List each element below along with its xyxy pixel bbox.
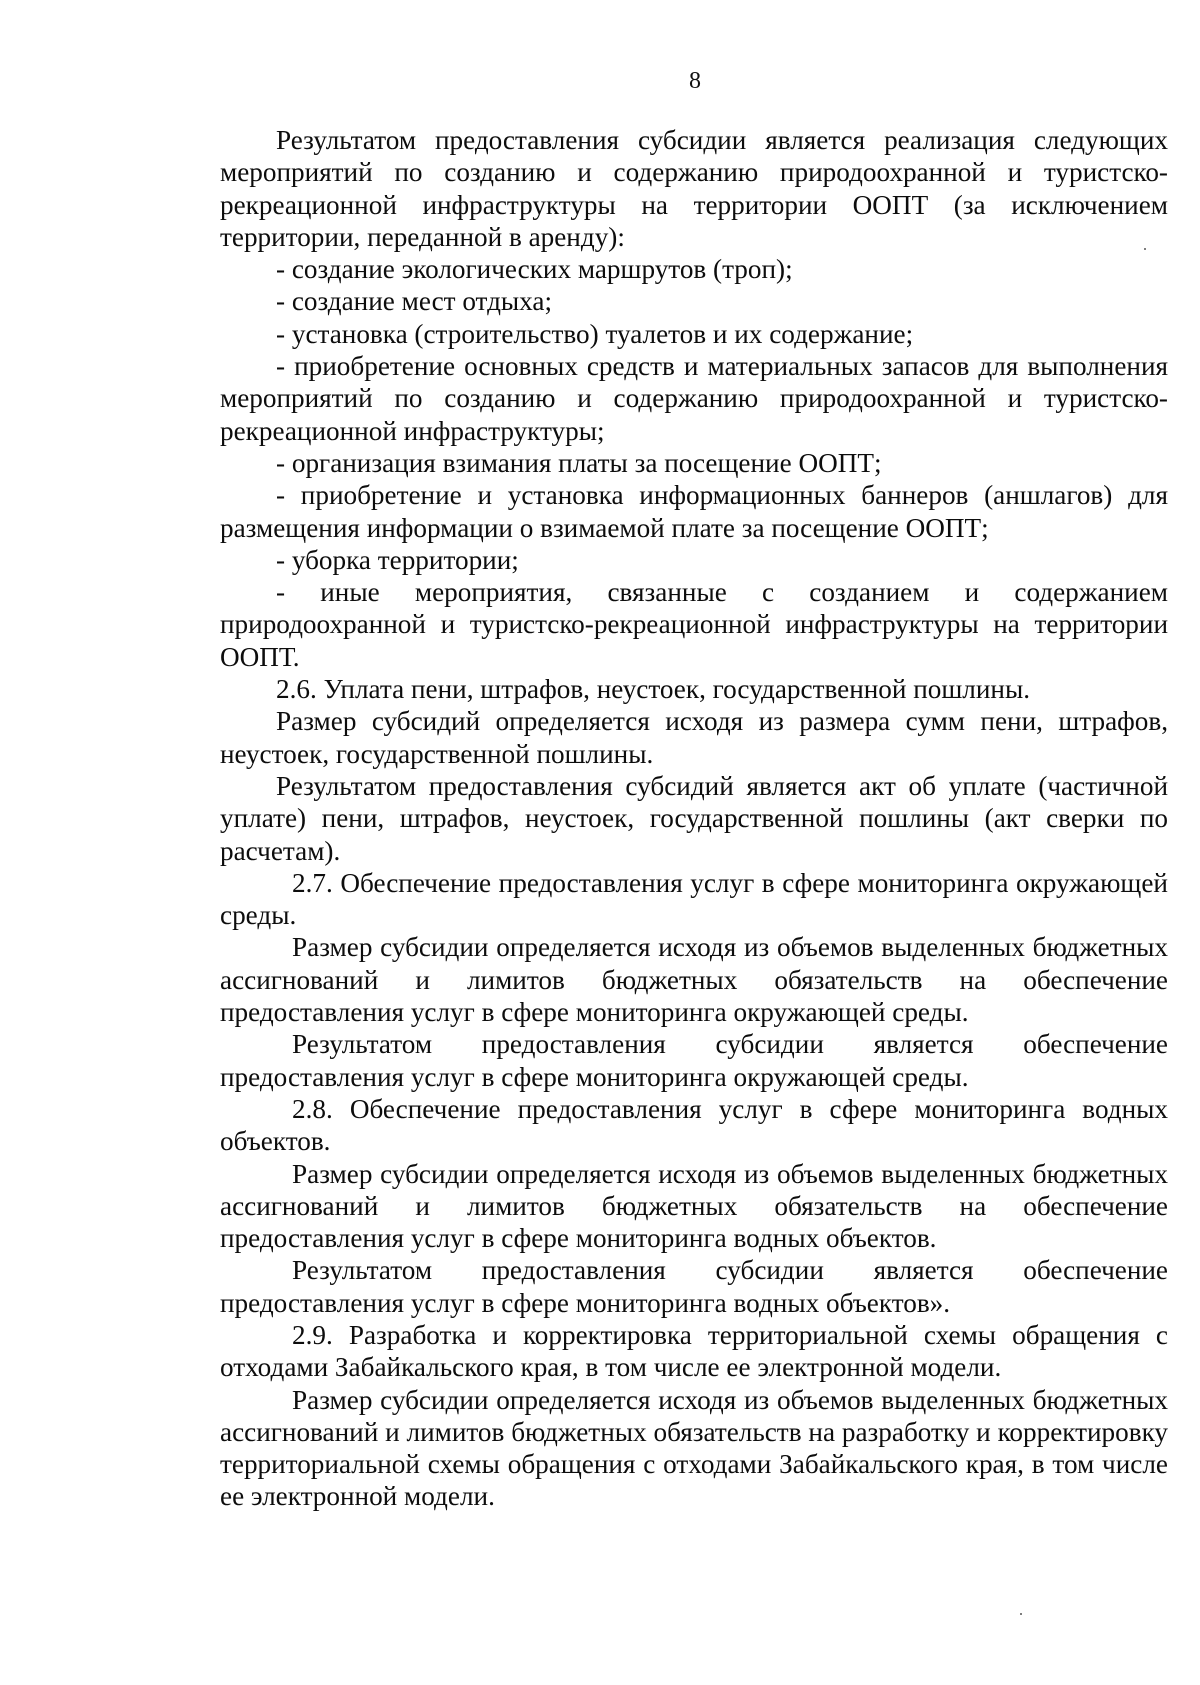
list-item-toilets: - установка (строительство) туалетов и их содержание;: [276, 318, 914, 349]
scan-speck: [1020, 1613, 1022, 1615]
list-item-rest-places: - создание мест отдыха;: [276, 286, 553, 317]
paragraph-2-6-result: Результатом предоставления субсидий является акт об уплате (частичной уплате) пени, штрафов, неустоек, государственной пошлины (акт сверки по расчетам).: [220, 770, 1168, 866]
list-item-banners: - приобретение и установка информационных баннеров (аншлагов) для размещения информации о взимаемой плате за посещение ООПТ;: [220, 480, 1168, 543]
scan-speck: [1144, 248, 1146, 250]
section-2-7-heading: 2.7. Обеспечение предоставления услуг в сфере мониторинга окружающей среды.: [220, 867, 1168, 931]
paragraph-2-7-result: Результатом предоставления субсидии является обеспечение предоставления услуг в сфере мониторинга окружающей среды.: [220, 1029, 1168, 1092]
section-2-9-heading: 2.9. Разработка и корректировка территориальной схемы обращения с отходами Забайкальского края, в том числе ее электронной модели.: [220, 1319, 1168, 1383]
paragraph-2-8-amount: Размер субсидии определяется исходя из объемов выделенных бюджетных ассигнований и лимитов бюджетных обязательств на обеспечение предоставления услуг в сфере мониторинга водных объектов.: [220, 1158, 1168, 1254]
section-2-8-heading: 2.8. Обеспечение предоставления услуг в сфере мониторинга водных объектов.: [220, 1093, 1168, 1157]
list-item-cleaning: - уборка территории;: [276, 544, 519, 575]
paragraph-2-8-result: Результатом предоставления субсидии является обеспечение предоставления услуг в сфере мониторинга водных объектов».: [220, 1255, 1168, 1318]
list-item-eco-routes: - создание экологических маршрутов (троп);: [276, 254, 793, 285]
document-body: [220, 124, 1168, 1513]
list-item-fixed-assets: - приобретение основных средств и материальных запасов для выполнения мероприятий по созданию и содержанию природоохранной и туристско-рекреационной инфраструктуры;: [220, 351, 1168, 446]
paragraph-2-6-amount: Размер субсидий определяется исходя из размера сумм пени, штрафов, неустоек, государственной пошлины.: [220, 706, 1168, 769]
paragraph-2-9-amount: Размер субсидии определяется исходя из объемов выделенных бюджетных ассигнований и лимитов бюджетных обязательств на разработку и корректировку территориальной схемы обращения с отходами Забайкальского края, в том числе ее электронной модели.: [220, 1384, 1168, 1512]
list-item-fee-collection: - организация взимания платы за посещение ООПТ;: [276, 447, 882, 478]
page-number: 8: [689, 68, 701, 94]
paragraph-2-7-amount: Размер субсидии определяется исходя из объемов выделенных бюджетных ассигнований и лимитов бюджетных обязательств на обеспечение предоставления услуг в сфере мониторинга окружающей среды.: [220, 932, 1168, 1028]
list-item-other-activities: - иные мероприятия, связанные с созданием и содержанием природоохранной и туристско-рекреационной инфраструктуры на территории ООПТ.: [220, 577, 1168, 672]
paragraph-result-intro: Результатом предоставления субсидии является реализация следующих мероприятий по созданию и содержанию природоохранной и туристско-рекреационной инфраструктуры на территории ООПТ (за исключением территории, переданной в аренду):: [220, 125, 1168, 252]
section-2-6-heading: 2.6. Уплата пени, штрафов, неустоек, государственной пошлины.: [276, 674, 1031, 705]
